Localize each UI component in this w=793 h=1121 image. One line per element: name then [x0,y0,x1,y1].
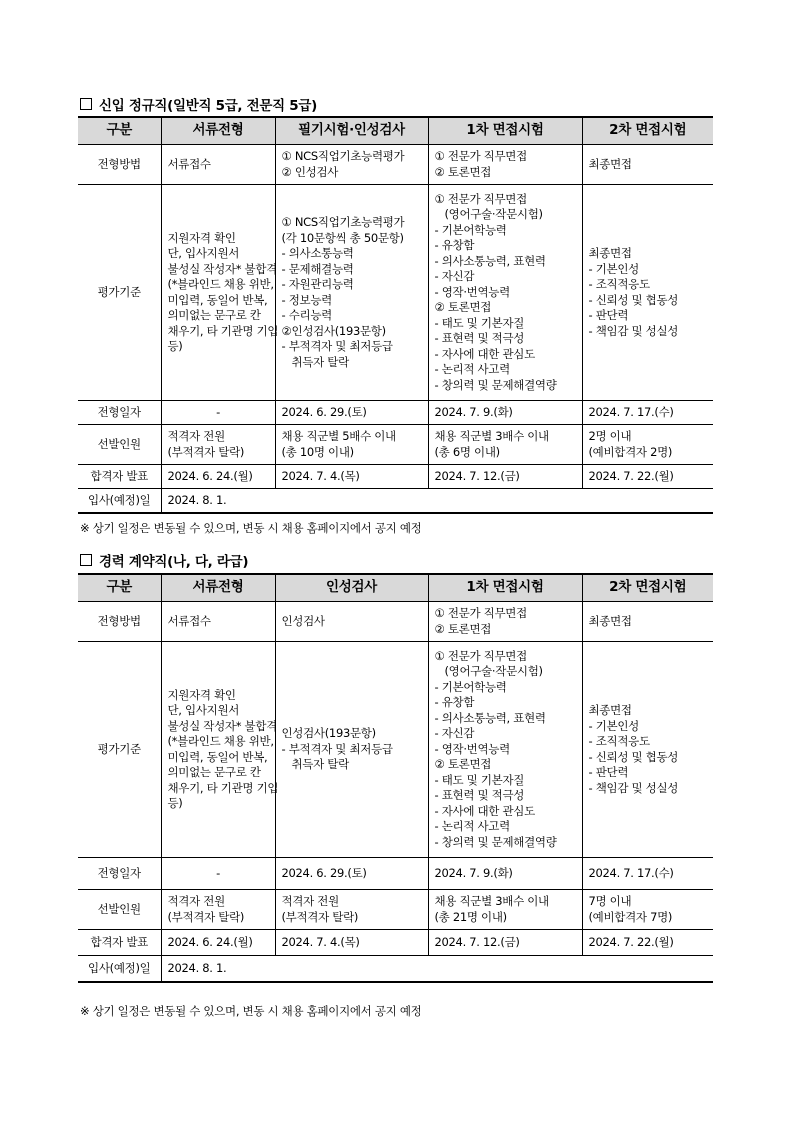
header-row [78,117,713,145]
section-title-text: 신입 정규직(일반직 5급, 전문직 5급) [99,98,317,114]
line: 미입력, 동일어 반복, [167,292,268,307]
selection-doc [161,890,275,930]
line: (*블라인드 채용 위반, [167,277,274,291]
line: - 자사에 대한 관심도 [434,803,535,818]
line: - 자신감 [434,269,475,284]
method-interview1 [428,602,582,642]
checkbox-square-icon [80,98,92,110]
line: - 기본어학능력 [434,222,507,237]
line: - 신뢰성 및 협동성 [588,292,679,307]
line: 적격자 전원 [167,894,225,908]
criteria-row [78,185,713,401]
line: - 문제해결능력 [281,261,354,276]
header-category: 구분 [78,117,161,145]
header-written: 필기시험·인성검사 [275,117,428,145]
line: (총 21명 이내) [434,909,507,924]
line: - 수리능력 [281,308,332,322]
method-personality: 인성검사 [275,602,428,642]
line: - 표현력 및 적극성 [434,331,525,346]
join-row [78,956,713,982]
line: - 영작·번역능력 [434,741,510,756]
method-doc: 서류접수 [161,602,275,642]
announce-personality: 2024. 7. 4.(목) [275,930,428,956]
line: ② 토론면접 [434,757,492,772]
announce-written: 2024. 7. 4.(목) [275,465,428,489]
line: 7명 이내 [588,894,632,908]
row-label: 평가기준 [78,642,161,858]
line: - 논리적 사고력 [434,362,510,377]
announce-doc: 2024. 6. 24.(월) [161,930,275,956]
date-interview1: 2024. 7. 9.(화) [428,858,582,890]
row-label: 평가기준 [78,185,161,401]
row-label: 전형방법 [78,145,161,185]
row-label: 합격자 발표 [78,930,161,956]
line: (예비합격자 2명) [588,444,673,459]
criteria-doc [161,185,279,401]
selection-interview2 [582,890,713,930]
line: 채용 직군별 3배수 이내 [434,894,549,908]
announce-interview1: 2024. 7. 12.(금) [428,465,582,489]
method-written [275,145,428,185]
checkbox-square-icon [80,554,92,566]
announce-interview1: 2024. 7. 12.(금) [428,930,582,956]
line: 단, 입사지원서 [167,703,240,717]
line: (부적격자 탈락) [167,444,245,459]
method-doc: 서류접수 [161,145,275,185]
header-document: 서류전형 [161,117,275,145]
line: - 자신감 [434,726,475,741]
date-row [78,401,713,425]
line: 채우기, 타 기관명 기입 [167,780,279,795]
line: - 기본인성 [588,718,639,733]
line: - 논리적 사고력 [434,819,510,834]
date-doc: - [161,401,275,425]
criteria-written [275,185,428,401]
line: ② 인성검사 [281,164,339,179]
line: (예비합격자 7명) [588,909,673,924]
criteria-interview2 [582,185,713,401]
row-label: 합격자 발표 [78,465,161,489]
schedule-note: ※ 상기 일정은 변동될 수 있으며, 변동 시 채용 홈페이지에서 공지 예정 [80,521,422,535]
line: - 기본인성 [588,261,639,276]
line: ② 토론면접 [434,164,492,179]
line: 의미없는 문구로 칸 [167,308,261,322]
line: 단, 입사지원서 [167,246,240,260]
header-row [78,574,713,602]
line: (총 10명 이내) [281,444,354,459]
row-label: 선발인원 [78,425,161,465]
announce-doc: 2024. 6. 24.(월) [161,465,275,489]
header-document: 서류전형 [161,574,275,602]
line: (부적격자 탈락) [281,909,359,924]
line: ① 전문가 직무면접 [434,191,527,206]
line: ① NCS직업기초능력평가 [281,215,405,229]
method-row [78,602,713,642]
criteria-interview1 [428,185,582,401]
criteria-personality [275,642,428,858]
line: ① 전문가 직무면접 [434,606,527,620]
line: 등) [167,339,183,353]
line: - 창의력 및 문제해결역량 [434,377,557,392]
line: (총 6명 이내) [434,444,500,459]
header-interview2: 2차 면접시험 [582,117,713,145]
line: (영어구술·작문시험) [444,664,543,679]
announce-row [78,930,713,956]
line: ②인성검사(193문항) [281,323,386,338]
criteria-row [78,642,713,858]
line: - 조직적응도 [588,277,650,291]
line: - 의사소통능력, 표현력 [434,710,546,725]
line: - 부적격자 및 최저등급 [281,339,393,353]
selection-interview1 [428,425,582,465]
section-title [80,550,248,570]
method-row [78,145,713,185]
method-interview2: 최종면접 [582,145,713,185]
line: - 의사소통능력 [281,246,354,260]
date-interview1: 2024. 7. 9.(화) [428,401,582,425]
method-interview2: 최종면접 [582,602,713,642]
date-personality: 2024. 6. 29.(토) [275,858,428,890]
line: - 판단력 [588,765,629,779]
line: 미입력, 동일어 반복, [167,749,268,764]
header-personality: 인성검사 [275,574,428,602]
line: - 표현력 및 적극성 [434,788,525,803]
line: 지원자격 확인 [167,230,236,245]
section-title-text: 경력 계약직(나, 다, 라급) [99,554,249,570]
line: - 조직적응도 [588,734,650,748]
announce-interview2: 2024. 7. 22.(월) [582,465,713,489]
selection-doc [161,425,275,465]
header-interview2: 2차 면접시험 [582,574,713,602]
line: 채우기, 타 기관명 기입 [167,323,279,338]
line: (영어구술·작문시험) [444,207,543,222]
line: ① 전문가 직무면접 [434,149,527,163]
line: - 창의력 및 문제해결역량 [434,834,557,849]
date-interview2: 2024. 7. 17.(수) [582,858,713,890]
section-title [80,94,317,114]
line: - 부적격자 및 최저등급 [281,741,393,756]
line: ② 토론면접 [434,621,492,636]
header-category: 구분 [78,574,161,602]
date-row [78,858,713,890]
line: (각 10문항씩 총 50문항) [281,230,404,245]
line: - 책임감 및 성실성 [588,323,679,338]
line: 의미없는 문구로 칸 [167,765,261,779]
line: - 유창함 [434,238,475,253]
line: ② 토론면접 [434,300,492,315]
line: 적격자 전원 [281,894,339,908]
line: ① NCS직업기초능력평가 [281,149,405,163]
announce-interview2: 2024. 7. 22.(월) [582,930,713,956]
selection-row [78,890,713,930]
date-interview2: 2024. 7. 17.(수) [582,401,713,425]
line: - 의사소통능력, 표현력 [434,253,546,268]
line: 채용 직군별 3배수 이내 [434,429,549,443]
line: 최종면접 [588,246,632,260]
header-interview1: 1차 면접시험 [428,117,582,145]
line: - 유창함 [434,695,475,710]
line: 등) [167,796,183,810]
line: 불성실 작성자* 불합격 [167,261,277,276]
line: - 영작·번역능력 [434,284,510,299]
line: (*블라인드 채용 위반, [167,734,274,748]
date-written: 2024. 6. 29.(토) [275,401,428,425]
line: - 정보능력 [281,292,332,307]
date-doc: - [161,858,275,890]
criteria-interview1 [428,642,582,858]
schedule-table-regular [78,116,713,514]
line: ① 전문가 직무면접 [434,648,527,663]
line: - 기본어학능력 [434,679,507,694]
join-date: 2024. 8. 1. [161,956,713,982]
line: 지원자격 확인 [167,687,236,702]
row-label: 입사(예정)일 [78,956,161,982]
line: - 신뢰성 및 협동성 [588,749,679,764]
line: - 자사에 대한 관심도 [434,346,535,361]
header-interview1: 1차 면접시험 [428,574,582,602]
row-label: 선발인원 [78,890,161,930]
line: 취득자 탈락 [291,354,349,369]
line: - 자원관리능력 [281,277,354,291]
criteria-doc [161,642,279,858]
line: 최종면접 [588,703,632,717]
row-label: 전형일자 [78,858,161,890]
join-date: 2024. 8. 1. [161,489,713,513]
line: 불성실 작성자* 불합격 [167,718,277,733]
line: 적격자 전원 [167,429,225,443]
method-interview1 [428,145,582,185]
line: - 판단력 [588,308,629,322]
line: 2명 이내 [588,429,632,443]
line: - 태도 및 기본자질 [434,772,525,787]
criteria-interview2 [582,642,713,858]
selection-personality [275,890,428,930]
row-label: 입사(예정)일 [78,489,161,513]
row-label: 전형방법 [78,602,161,642]
selection-written [275,425,428,465]
row-label: 전형일자 [78,401,161,425]
line: 채용 직군별 5배수 이내 [281,429,396,443]
announce-row [78,465,713,489]
join-row [78,489,713,513]
selection-interview2 [582,425,713,465]
selection-row [78,425,713,465]
line: 취득자 탈락 [291,757,349,772]
line: - 책임감 및 성실성 [588,780,679,795]
line: (부적격자 탈락) [167,909,245,924]
line: 인성검사(193문항) [281,726,376,741]
selection-interview1 [428,890,582,930]
schedule-note: ※ 상기 일정은 변동될 수 있으며, 변동 시 채용 홈페이지에서 공지 예정 [80,1004,422,1018]
schedule-table-contract [78,573,713,983]
line: - 태도 및 기본자질 [434,315,525,330]
